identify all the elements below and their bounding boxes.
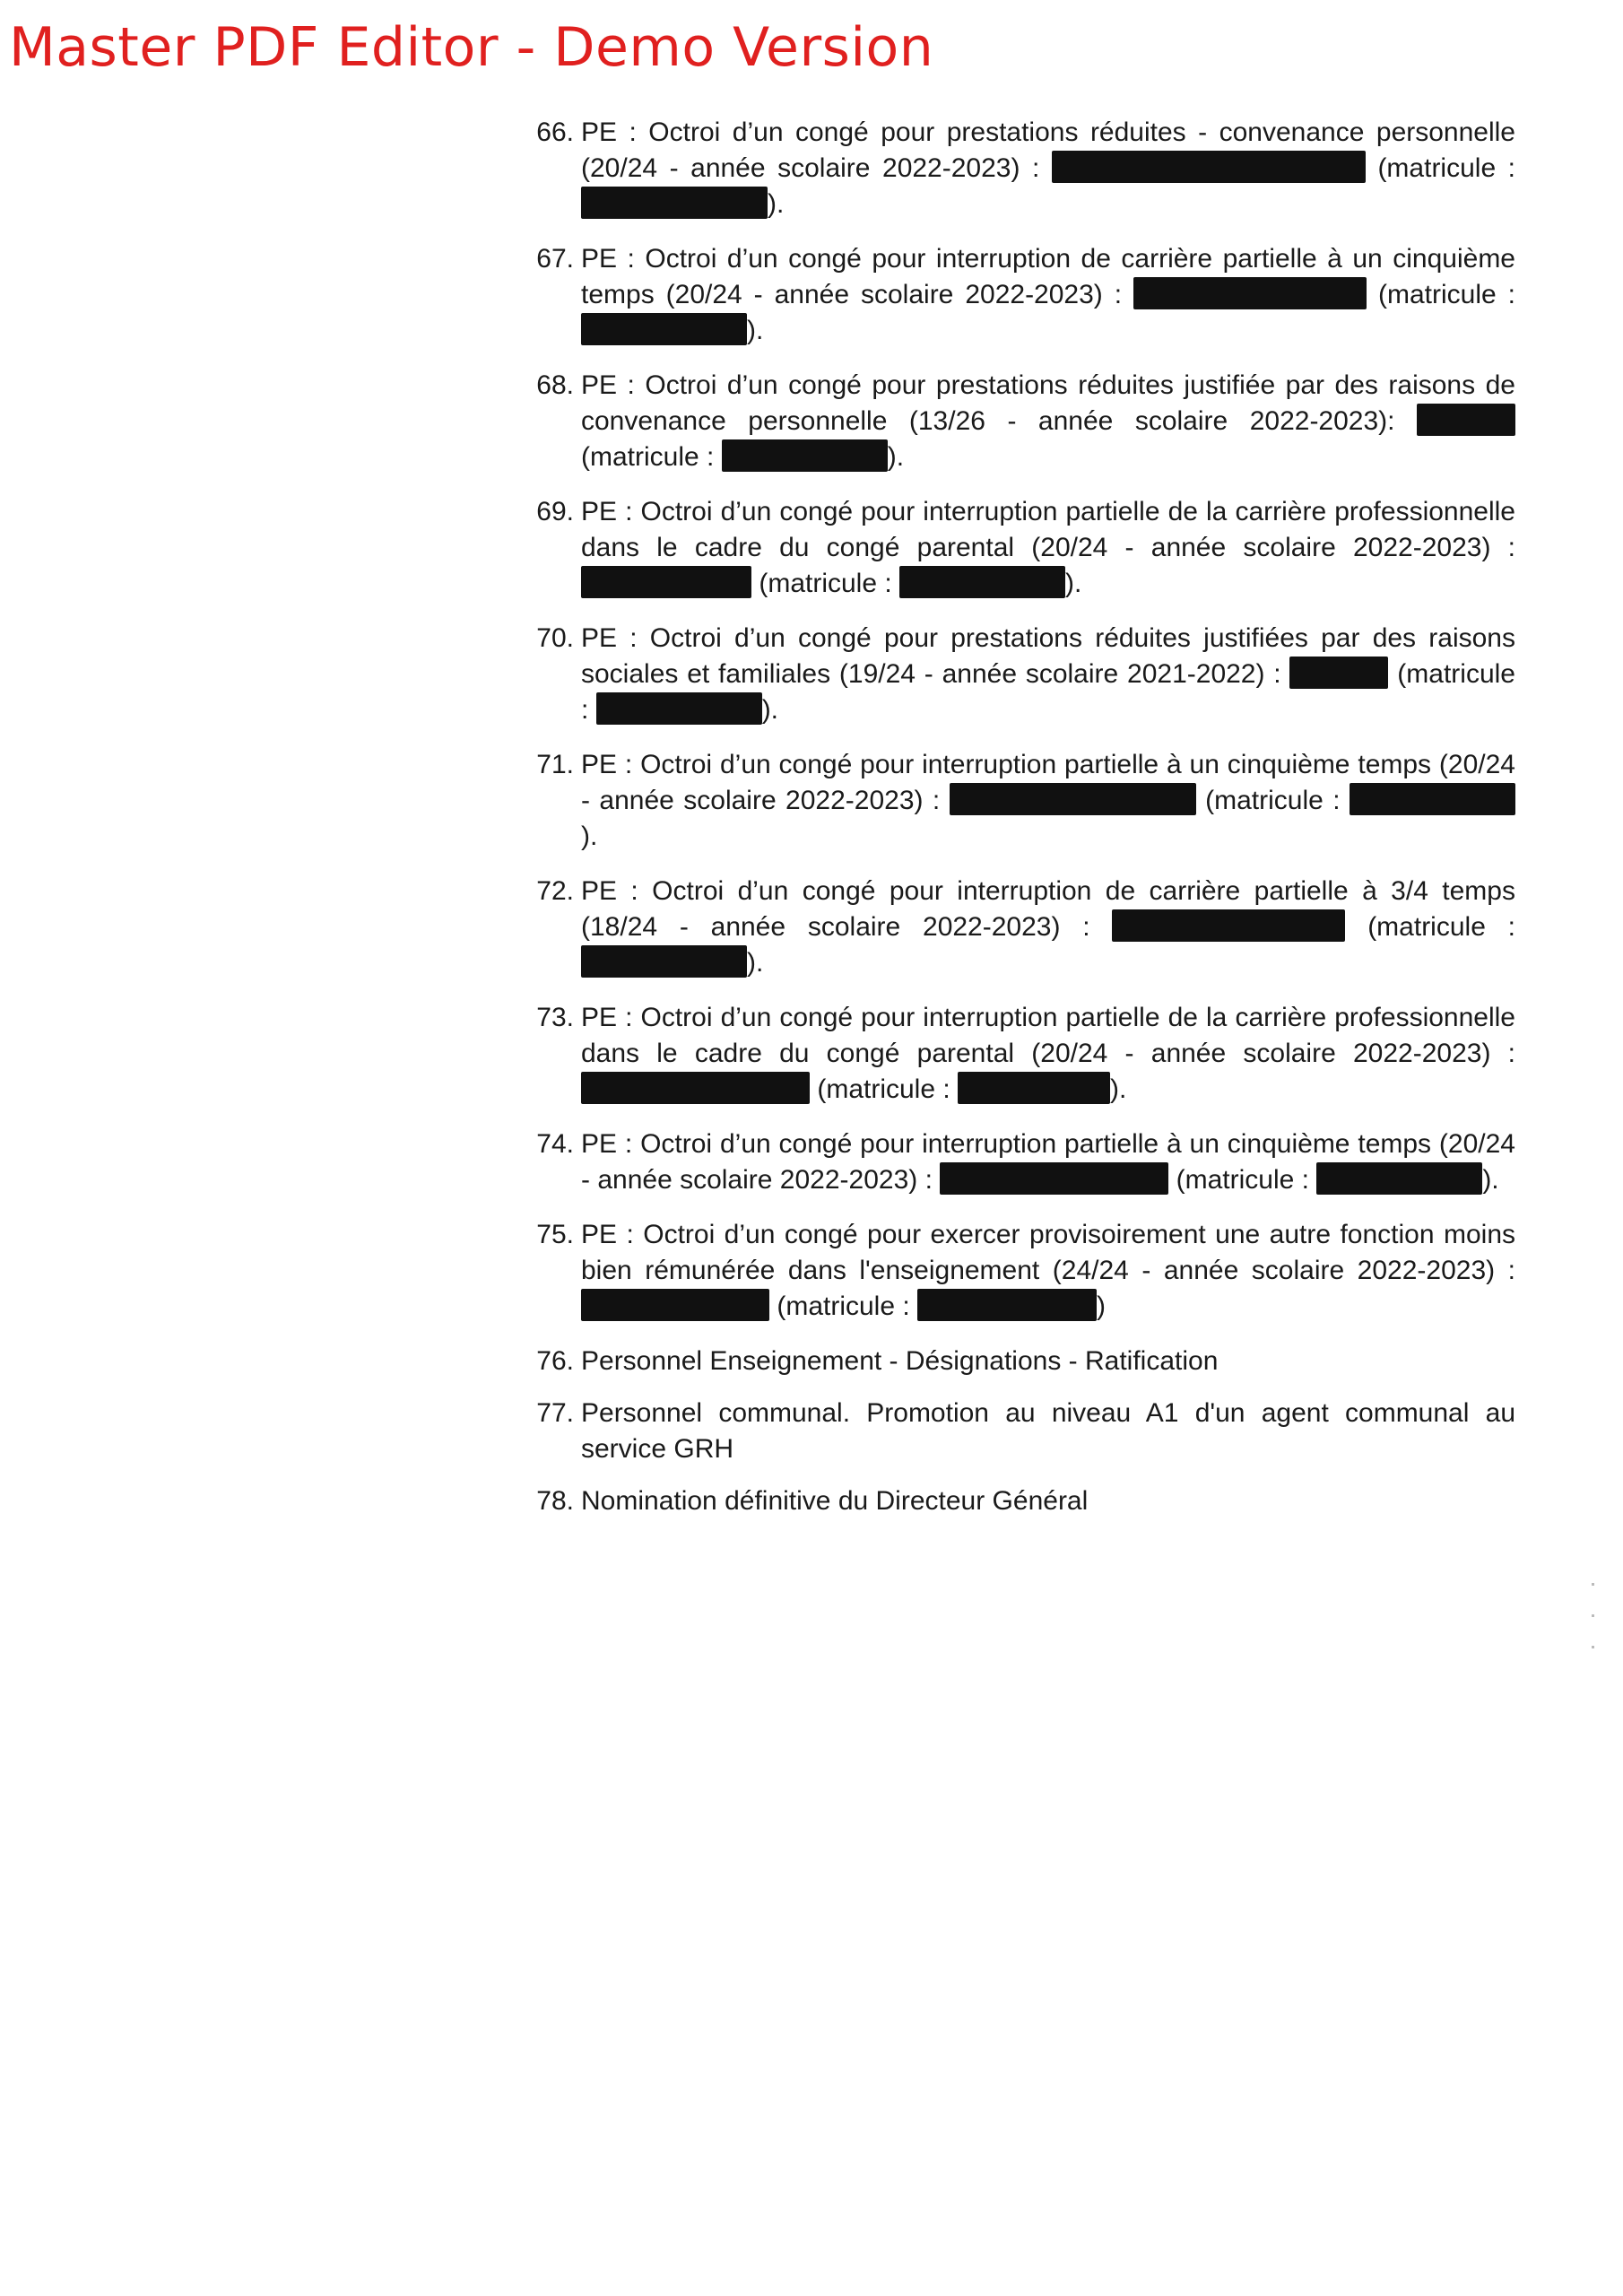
agenda-item-78 — [511, 1483, 1515, 1519]
redaction-matricule — [596, 692, 762, 725]
agenda-item-71 — [511, 747, 1515, 855]
agenda-item-75 — [511, 1217, 1515, 1325]
redaction-name — [1052, 151, 1366, 183]
item-number: 69. — [536, 497, 574, 526]
redaction-name — [581, 1289, 769, 1321]
item-number: 78. — [536, 1486, 574, 1516]
item-text: PE : Octroi d’un congé pour interruption de carrière partielle à un cinquième temps (20/24 - année scolaire 2022-2023) : (matricule : ). — [581, 244, 1515, 345]
item-number: 68. — [536, 370, 574, 400]
agenda-item-69 — [511, 494, 1515, 602]
item-number: 76. — [536, 1346, 574, 1376]
item-number: 74. — [536, 1129, 574, 1159]
redaction-name — [1417, 404, 1515, 436]
redaction-matricule — [917, 1289, 1097, 1321]
redaction-matricule — [899, 566, 1065, 598]
agenda-item-77 — [511, 1396, 1515, 1467]
agenda-item-76 — [511, 1344, 1515, 1379]
scan-speck — [1592, 1614, 1594, 1617]
item-text: PE : Octroi d’un congé pour prestations réduites - convenance personnelle (20/24 - année scolaire 2022-2023) : (matricule : ). — [581, 117, 1515, 219]
item-text: PE : Octroi d’un congé pour interruption de carrière partielle à 3/4 temps (18/24 - année scolaire 2022-2023) : (matricule : ). — [581, 876, 1515, 978]
item-number: 75. — [536, 1220, 574, 1249]
redaction-name — [1133, 277, 1367, 309]
item-text: PE : Octroi d’un congé pour interruption partielle de la carrière professionnelle dans le cadre du congé parental (20/24 - année scolaire 2022-2023) : (matricule : ). — [581, 497, 1515, 598]
redaction-matricule — [581, 187, 768, 219]
scan-speck — [1592, 1583, 1594, 1586]
redaction-matricule — [1316, 1162, 1482, 1195]
redaction-name — [1289, 657, 1388, 689]
agenda-item-66 — [511, 115, 1515, 222]
item-number: 66. — [536, 117, 574, 147]
item-text: Personnel communal. Promotion au niveau A1 d'un agent communal au service GRH — [581, 1398, 1515, 1464]
item-text: PE : Octroi d’un congé pour exercer provisoirement une autre fonction moins bien rémunérée dans l'enseignement (24/24 - année scolaire 2022-2023) : (matricule : ) — [581, 1220, 1515, 1321]
item-number: 70. — [536, 623, 574, 653]
agenda-item-72 — [511, 874, 1515, 981]
agenda-item-74 — [511, 1126, 1515, 1198]
item-text: Nomination définitive du Directeur Général — [581, 1486, 1089, 1516]
item-number: 72. — [536, 876, 574, 906]
item-text: Personnel Enseignement - Désignations - Ratification — [581, 1346, 1219, 1376]
redaction-name — [1112, 909, 1345, 942]
item-number: 67. — [536, 244, 574, 274]
item-number: 71. — [536, 750, 574, 779]
item-text: PE : Octroi d’un congé pour prestations réduites justifiées par des raisons sociales et familiales (19/24 - année scolaire 2021-2022) : (matricule : ). — [581, 623, 1515, 725]
agenda-item-70 — [511, 621, 1515, 728]
agenda-item-73 — [511, 1000, 1515, 1108]
redaction-name — [940, 1162, 1168, 1195]
item-text: PE : Octroi d’un congé pour interruption partielle de la carrière professionnelle dans le cadre du congé parental (20/24 - année scolaire 2022-2023) : (matricule : ). — [581, 1003, 1515, 1104]
redaction-name — [581, 566, 751, 598]
redaction-matricule — [958, 1072, 1110, 1104]
redaction-matricule — [722, 439, 888, 472]
item-text: PE : Octroi d’un congé pour interruption partielle à un cinquième temps (20/24 - année scolaire 2022-2023) : (matricule : ). — [581, 750, 1515, 851]
agenda-list — [511, 115, 1515, 1535]
redaction-matricule — [581, 313, 747, 345]
redaction-name — [950, 783, 1196, 815]
redaction-matricule — [1350, 783, 1515, 815]
item-text: PE : Octroi d’un congé pour prestations réduites justifiée par des raisons de convenance personnelle (13/26 - année scolaire 2022-2023): (matricule : ). — [581, 370, 1515, 472]
redaction-matricule — [581, 945, 747, 978]
agenda-item-68 — [511, 368, 1515, 475]
scan-speck — [1592, 1646, 1594, 1648]
item-number: 77. — [536, 1398, 574, 1428]
redaction-name — [581, 1072, 810, 1104]
demo-watermark: Master PDF Editor - Demo Version — [9, 16, 934, 79]
agenda-item-67 — [511, 241, 1515, 349]
item-number: 73. — [536, 1003, 574, 1032]
item-text: PE : Octroi d’un congé pour interruption partielle à un cinquième temps (20/24 - année scolaire 2022-2023) : (matricule : ). — [581, 1129, 1515, 1195]
